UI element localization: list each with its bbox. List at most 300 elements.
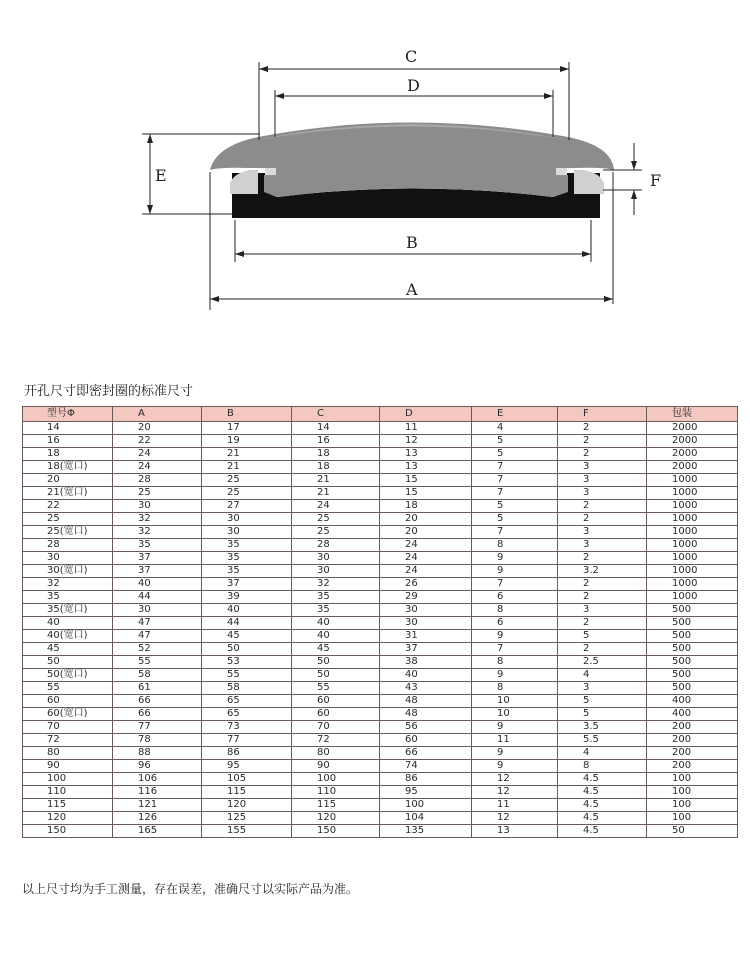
cell-a: 58 <box>113 669 202 682</box>
cell-model: 28 <box>23 539 113 552</box>
cell-f: 2 <box>558 435 647 448</box>
cell-a: 47 <box>113 630 202 643</box>
cell-model: 90 <box>23 760 113 773</box>
cell-package: 100 <box>647 786 738 799</box>
table-row <box>23 513 738 526</box>
cell-package: 500 <box>647 669 738 682</box>
cell-d: 43 <box>380 682 472 695</box>
cell-model: 100 <box>23 773 113 786</box>
cell-b: 30 <box>202 526 292 539</box>
table-title: 开孔尺寸即密封圈的标准尺寸 <box>24 384 194 399</box>
cell-b: 73 <box>202 721 292 734</box>
dim-label-b: B <box>406 233 418 252</box>
cell-f: 4.5 <box>558 825 647 838</box>
cell-a: 88 <box>113 747 202 760</box>
cell-a: 116 <box>113 786 202 799</box>
cell-b: 35 <box>202 552 292 565</box>
cell-a: 37 <box>113 552 202 565</box>
cell-a: 32 <box>113 526 202 539</box>
cell-model: 25 <box>23 513 113 526</box>
cell-b: 53 <box>202 656 292 669</box>
table-row <box>23 721 738 734</box>
cell-f: 4.5 <box>558 786 647 799</box>
cell-f: 4.5 <box>558 812 647 825</box>
cell-package: 1000 <box>647 552 738 565</box>
table-row <box>23 799 738 812</box>
cell-model: 35 <box>23 591 113 604</box>
cell-c: 35 <box>292 591 380 604</box>
cell-b: 120 <box>202 799 292 812</box>
cell-f: 4 <box>558 669 647 682</box>
cell-d: 135 <box>380 825 472 838</box>
cell-a: 32 <box>113 513 202 526</box>
cell-e: 7 <box>472 643 558 656</box>
cell-package: 500 <box>647 656 738 669</box>
cell-e: 6 <box>472 617 558 630</box>
cell-package: 1000 <box>647 513 738 526</box>
cell-a: 24 <box>113 448 202 461</box>
column-header-f: F <box>558 407 647 422</box>
cell-a: 96 <box>113 760 202 773</box>
cell-package: 200 <box>647 734 738 747</box>
cell-package: 2000 <box>647 448 738 461</box>
cell-package: 100 <box>647 773 738 786</box>
cell-c: 45 <box>292 643 380 656</box>
cell-f: 3 <box>558 461 647 474</box>
cell-c: 40 <box>292 617 380 630</box>
cell-b: 39 <box>202 591 292 604</box>
cell-d: 56 <box>380 721 472 734</box>
table-row <box>23 773 738 786</box>
cell-b: 65 <box>202 695 292 708</box>
cell-e: 10 <box>472 695 558 708</box>
table-row <box>23 474 738 487</box>
table-body <box>23 422 738 838</box>
table-row <box>23 630 738 643</box>
table-row <box>23 461 738 474</box>
cell-f: 2 <box>558 422 647 435</box>
cell-f: 5 <box>558 708 647 721</box>
cell-a: 44 <box>113 591 202 604</box>
cell-e: 5 <box>472 435 558 448</box>
cell-f: 2 <box>558 591 647 604</box>
cell-c: 14 <box>292 422 380 435</box>
cell-b: 58 <box>202 682 292 695</box>
cell-b: 45 <box>202 630 292 643</box>
cell-e: 11 <box>472 799 558 812</box>
cell-a: 47 <box>113 617 202 630</box>
cell-model: 16 <box>23 435 113 448</box>
cell-c: 25 <box>292 513 380 526</box>
cell-f: 3 <box>558 487 647 500</box>
cell-package: 1000 <box>647 487 738 500</box>
cell-d: 74 <box>380 760 472 773</box>
cell-b: 65 <box>202 708 292 721</box>
cell-model: 40(宽口) <box>23 630 113 643</box>
cell-model: 25(宽口) <box>23 526 113 539</box>
cell-e: 12 <box>472 773 558 786</box>
cell-package: 500 <box>647 643 738 656</box>
cell-b: 19 <box>202 435 292 448</box>
cell-package: 1000 <box>647 474 738 487</box>
cell-f: 2 <box>558 552 647 565</box>
cell-package: 200 <box>647 760 738 773</box>
cell-e: 9 <box>472 747 558 760</box>
cell-e: 9 <box>472 721 558 734</box>
cell-d: 29 <box>380 591 472 604</box>
table-header-row <box>23 407 738 422</box>
cell-c: 21 <box>292 474 380 487</box>
cell-e: 7 <box>472 526 558 539</box>
cell-e: 7 <box>472 578 558 591</box>
cell-f: 2 <box>558 643 647 656</box>
table-row <box>23 500 738 513</box>
cell-f: 4 <box>558 747 647 760</box>
cell-model: 70 <box>23 721 113 734</box>
table-row <box>23 734 738 747</box>
cell-a: 106 <box>113 773 202 786</box>
cell-d: 26 <box>380 578 472 591</box>
cell-a: 165 <box>113 825 202 838</box>
cell-package: 400 <box>647 708 738 721</box>
cell-package: 1000 <box>647 526 738 539</box>
column-header-model: 型号Φ <box>23 407 113 422</box>
cell-b: 55 <box>202 669 292 682</box>
cell-c: 80 <box>292 747 380 760</box>
cell-model: 32 <box>23 578 113 591</box>
cell-d: 18 <box>380 500 472 513</box>
cell-c: 35 <box>292 604 380 617</box>
cell-model: 50(宽口) <box>23 669 113 682</box>
cell-a: 126 <box>113 812 202 825</box>
cell-d: 12 <box>380 435 472 448</box>
column-header-package: 包装 <box>647 407 738 422</box>
cell-c: 115 <box>292 799 380 812</box>
cell-f: 5 <box>558 630 647 643</box>
cell-d: 13 <box>380 461 472 474</box>
table-row <box>23 552 738 565</box>
cell-e: 9 <box>472 552 558 565</box>
cell-c: 18 <box>292 448 380 461</box>
cell-e: 5 <box>472 500 558 513</box>
cell-e: 10 <box>472 708 558 721</box>
cell-a: 78 <box>113 734 202 747</box>
cell-f: 5 <box>558 695 647 708</box>
cell-d: 13 <box>380 448 472 461</box>
dim-label-d: D <box>407 76 420 95</box>
cell-d: 86 <box>380 773 472 786</box>
table-row <box>23 643 738 656</box>
cell-model: 50 <box>23 656 113 669</box>
cell-package: 100 <box>647 812 738 825</box>
cell-package: 500 <box>647 630 738 643</box>
cell-b: 95 <box>202 760 292 773</box>
cell-c: 100 <box>292 773 380 786</box>
cell-e: 11 <box>472 734 558 747</box>
cell-a: 55 <box>113 656 202 669</box>
cell-d: 24 <box>380 552 472 565</box>
cell-b: 40 <box>202 604 292 617</box>
cell-b: 35 <box>202 539 292 552</box>
cell-package: 1000 <box>647 591 738 604</box>
cell-c: 24 <box>292 500 380 513</box>
cell-package: 50 <box>647 825 738 838</box>
cell-c: 150 <box>292 825 380 838</box>
cell-f: 2 <box>558 578 647 591</box>
column-header-e: E <box>472 407 558 422</box>
column-header-c: C <box>292 407 380 422</box>
cell-package: 200 <box>647 721 738 734</box>
cell-model: 22 <box>23 500 113 513</box>
cell-d: 15 <box>380 487 472 500</box>
cell-b: 37 <box>202 578 292 591</box>
cell-model: 30 <box>23 552 113 565</box>
table-row <box>23 682 738 695</box>
cell-d: 30 <box>380 617 472 630</box>
cell-b: 21 <box>202 461 292 474</box>
cell-a: 22 <box>113 435 202 448</box>
cell-f: 3 <box>558 539 647 552</box>
cell-a: 25 <box>113 487 202 500</box>
cell-d: 24 <box>380 539 472 552</box>
cell-c: 50 <box>292 669 380 682</box>
cell-e: 8 <box>472 604 558 617</box>
cell-model: 35(宽口) <box>23 604 113 617</box>
cell-b: 35 <box>202 565 292 578</box>
cell-e: 7 <box>472 461 558 474</box>
cell-package: 500 <box>647 617 738 630</box>
cell-d: 38 <box>380 656 472 669</box>
cell-c: 18 <box>292 461 380 474</box>
cell-c: 21 <box>292 487 380 500</box>
cell-a: 30 <box>113 604 202 617</box>
cell-e: 7 <box>472 487 558 500</box>
cell-b: 17 <box>202 422 292 435</box>
table-row <box>23 825 738 838</box>
cell-model: 115 <box>23 799 113 812</box>
cell-d: 100 <box>380 799 472 812</box>
cell-c: 32 <box>292 578 380 591</box>
cell-e: 7 <box>472 474 558 487</box>
cell-f: 2 <box>558 513 647 526</box>
table-row <box>23 708 738 721</box>
cell-b: 115 <box>202 786 292 799</box>
size-spec-table <box>22 406 738 838</box>
cell-e: 6 <box>472 591 558 604</box>
cell-a: 121 <box>113 799 202 812</box>
cell-b: 27 <box>202 500 292 513</box>
cell-f: 8 <box>558 760 647 773</box>
cell-model: 80 <box>23 747 113 760</box>
cell-c: 60 <box>292 708 380 721</box>
cell-a: 52 <box>113 643 202 656</box>
cell-package: 2000 <box>647 422 738 435</box>
cell-d: 48 <box>380 708 472 721</box>
cell-package: 400 <box>647 695 738 708</box>
cell-b: 125 <box>202 812 292 825</box>
cell-d: 40 <box>380 669 472 682</box>
cell-e: 9 <box>472 669 558 682</box>
cell-e: 5 <box>472 448 558 461</box>
cell-d: 37 <box>380 643 472 656</box>
cell-c: 30 <box>292 565 380 578</box>
cell-c: 110 <box>292 786 380 799</box>
cell-c: 16 <box>292 435 380 448</box>
cell-b: 155 <box>202 825 292 838</box>
cell-e: 9 <box>472 630 558 643</box>
cell-d: 31 <box>380 630 472 643</box>
cell-e: 12 <box>472 786 558 799</box>
cell-f: 2 <box>558 448 647 461</box>
cell-e: 9 <box>472 565 558 578</box>
dim-label-e: E <box>155 166 167 185</box>
cell-model: 40 <box>23 617 113 630</box>
cell-model: 60 <box>23 695 113 708</box>
cell-package: 200 <box>647 747 738 760</box>
cell-package: 1000 <box>647 565 738 578</box>
cell-c: 120 <box>292 812 380 825</box>
cell-d: 24 <box>380 565 472 578</box>
cell-a: 37 <box>113 565 202 578</box>
table-row <box>23 422 738 435</box>
cell-b: 30 <box>202 513 292 526</box>
cell-e: 5 <box>472 513 558 526</box>
cell-a: 35 <box>113 539 202 552</box>
cell-d: 20 <box>380 513 472 526</box>
cell-package: 2000 <box>647 461 738 474</box>
table-row <box>23 760 738 773</box>
cell-a: 24 <box>113 461 202 474</box>
table-row <box>23 578 738 591</box>
table-row <box>23 617 738 630</box>
cell-model: 20 <box>23 474 113 487</box>
table-row <box>23 604 738 617</box>
cell-e: 8 <box>472 682 558 695</box>
cell-model: 18(宽口) <box>23 461 113 474</box>
cell-d: 66 <box>380 747 472 760</box>
cell-model: 14 <box>23 422 113 435</box>
cell-b: 25 <box>202 474 292 487</box>
cell-a: 40 <box>113 578 202 591</box>
cell-model: 60(宽口) <box>23 708 113 721</box>
cell-a: 61 <box>113 682 202 695</box>
cell-e: 9 <box>472 760 558 773</box>
cell-d: 15 <box>380 474 472 487</box>
cell-c: 72 <box>292 734 380 747</box>
table-row <box>23 786 738 799</box>
cell-d: 20 <box>380 526 472 539</box>
cell-model: 45 <box>23 643 113 656</box>
cell-b: 77 <box>202 734 292 747</box>
cell-c: 90 <box>292 760 380 773</box>
cell-model: 55 <box>23 682 113 695</box>
cell-a: 20 <box>113 422 202 435</box>
table-row <box>23 448 738 461</box>
cell-f: 3 <box>558 604 647 617</box>
cell-f: 3.2 <box>558 565 647 578</box>
table-row <box>23 539 738 552</box>
cell-c: 40 <box>292 630 380 643</box>
table-row <box>23 812 738 825</box>
cell-a: 77 <box>113 721 202 734</box>
cell-c: 70 <box>292 721 380 734</box>
cell-b: 25 <box>202 487 292 500</box>
cell-e: 4 <box>472 422 558 435</box>
cell-a: 66 <box>113 695 202 708</box>
cell-package: 500 <box>647 682 738 695</box>
table-row <box>23 669 738 682</box>
table-row <box>23 526 738 539</box>
cell-e: 12 <box>472 812 558 825</box>
cell-f: 3 <box>558 474 647 487</box>
cell-package: 1000 <box>647 578 738 591</box>
cell-b: 86 <box>202 747 292 760</box>
cell-e: 8 <box>472 656 558 669</box>
table-row <box>23 695 738 708</box>
cell-c: 30 <box>292 552 380 565</box>
cell-b: 21 <box>202 448 292 461</box>
cell-b: 50 <box>202 643 292 656</box>
cell-f: 5.5 <box>558 734 647 747</box>
cell-d: 30 <box>380 604 472 617</box>
cell-package: 2000 <box>647 435 738 448</box>
cell-f: 2 <box>558 617 647 630</box>
cell-f: 3.5 <box>558 721 647 734</box>
cell-c: 55 <box>292 682 380 695</box>
cell-d: 104 <box>380 812 472 825</box>
cell-d: 60 <box>380 734 472 747</box>
cell-model: 110 <box>23 786 113 799</box>
cell-model: 30(宽口) <box>23 565 113 578</box>
cell-a: 66 <box>113 708 202 721</box>
table-row <box>23 565 738 578</box>
table-row <box>23 435 738 448</box>
dim-label-a: A <box>406 280 418 299</box>
column-header-d: D <box>380 407 472 422</box>
table-row <box>23 747 738 760</box>
cell-c: 50 <box>292 656 380 669</box>
grommet-cross-section-diagram <box>0 0 750 330</box>
cell-package: 500 <box>647 604 738 617</box>
column-header-b: B <box>202 407 292 422</box>
cell-model: 120 <box>23 812 113 825</box>
cell-a: 30 <box>113 500 202 513</box>
cell-c: 25 <box>292 526 380 539</box>
table-row <box>23 656 738 669</box>
cell-f: 3 <box>558 526 647 539</box>
cell-c: 28 <box>292 539 380 552</box>
cell-package: 1000 <box>647 500 738 513</box>
footnote: 以上尺寸均为手工测量，存在误差，准确尺寸以实际产品为准。 <box>22 882 359 896</box>
cell-e: 13 <box>472 825 558 838</box>
dim-label-f: F <box>650 171 662 190</box>
cell-b: 105 <box>202 773 292 786</box>
cell-e: 8 <box>472 539 558 552</box>
table-row <box>23 487 738 500</box>
cell-d: 11 <box>380 422 472 435</box>
table-row <box>23 591 738 604</box>
cell-model: 150 <box>23 825 113 838</box>
cell-f: 2.5 <box>558 656 647 669</box>
cell-f: 4.5 <box>558 799 647 812</box>
cell-f: 3 <box>558 682 647 695</box>
cell-a: 28 <box>113 474 202 487</box>
cell-model: 21(宽口) <box>23 487 113 500</box>
cell-package: 1000 <box>647 539 738 552</box>
cell-model: 18 <box>23 448 113 461</box>
cell-model: 72 <box>23 734 113 747</box>
cell-f: 2 <box>558 500 647 513</box>
